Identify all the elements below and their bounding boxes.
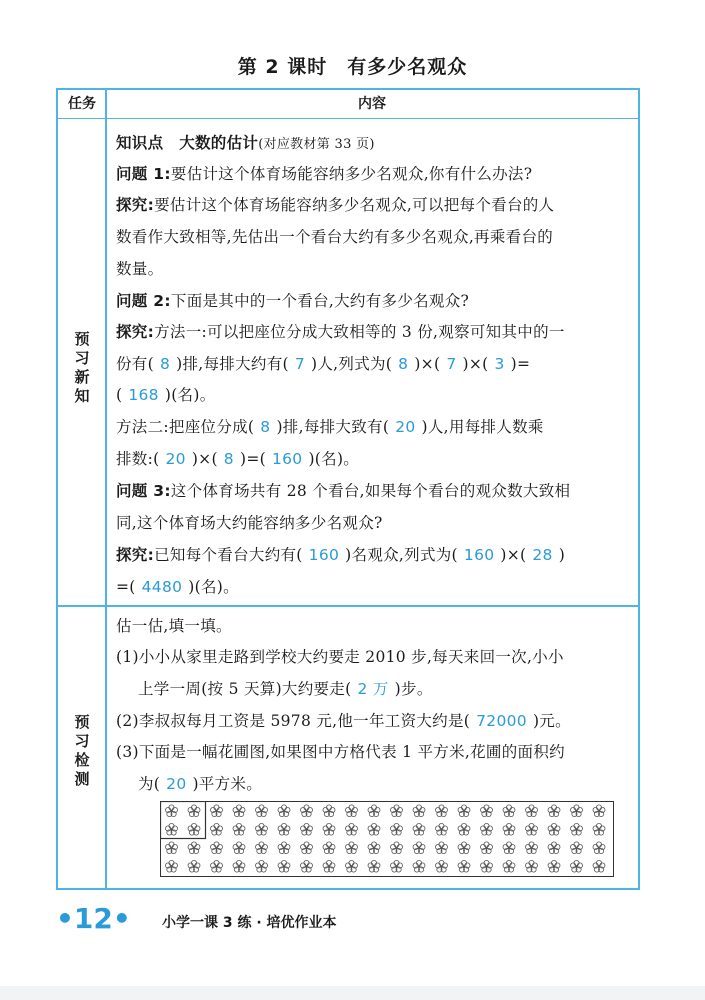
text: =( (116, 578, 136, 596)
method-1-line-1 (116, 320, 565, 342)
answer: 160 (271, 450, 303, 468)
text: 已知每个看台大约有( (154, 546, 303, 564)
explore-1-line-3: 数量。 (116, 260, 164, 278)
text: 为( (138, 775, 161, 793)
label-char: 检 (74, 751, 90, 769)
answer: 8 (260, 418, 271, 436)
label-char: 测 (74, 770, 90, 788)
answer: 8 (398, 355, 409, 373)
text: )= (510, 355, 531, 373)
explore-3-line-1 (116, 543, 565, 565)
text: )×( (191, 450, 218, 468)
text: )名观众,列式为( (345, 546, 458, 564)
check-intro: 估一估,填一填。 (116, 617, 232, 635)
table-header (58, 90, 638, 119)
answer: 160 (308, 546, 340, 564)
text: )×( (462, 355, 489, 373)
method-2-line-1 (116, 415, 544, 437)
question-3-line-1 (116, 479, 570, 501)
method-2-line-2 (116, 447, 359, 469)
text: )=( (239, 450, 266, 468)
m1-text: 方法一:可以把座位分成大致相等的 3 份,观察可知其中的一 (154, 323, 565, 341)
section-label-check (58, 713, 106, 789)
text: 上学一周(按 5 天算)大约要走( (138, 680, 352, 698)
item-3-line-1: (3)下面是一幅花圃图,如果图中方格代表 1 平方米,花圃的面积约 (116, 743, 565, 761)
question-1 (116, 162, 532, 184)
text: )(名)。 (188, 578, 239, 596)
text: )元。 (532, 712, 571, 730)
text: )×( (500, 546, 527, 564)
answer: 72000 (476, 712, 527, 730)
text: )(名)。 (164, 386, 216, 404)
answer: 168 (128, 386, 159, 404)
answer: 7 (446, 355, 457, 373)
book-title: 小学一课 3 练 · 培优作业本 (162, 915, 337, 931)
flower-garden-grid (160, 801, 614, 877)
method-1-line-3 (116, 383, 216, 405)
item-1-line-1: (1)小小从家里走路到学校大约要走 2010 步,每天来回一次,小小 (116, 648, 564, 666)
text: 排数:( (116, 450, 160, 468)
text: )人,列式为( (311, 355, 393, 373)
kp-ref: (对应教材第 33 页) (258, 137, 375, 152)
question-2 (116, 289, 469, 311)
text: )排,每排大致有( (276, 418, 390, 436)
label-char: 习 (74, 732, 90, 750)
answer: 8 (223, 450, 234, 468)
text: 份有( (116, 355, 154, 373)
q2-label: 问题 2: (116, 292, 171, 310)
label-char: 预 (74, 330, 90, 348)
e1-label: 探究: (116, 196, 155, 214)
item-2 (116, 709, 571, 731)
e3-label: 探究: (116, 546, 155, 564)
answer: 3 (494, 355, 505, 373)
explore-1-line-2: 数看作大致相等,先估出一个看台大约有多少名观众,再乘看台的 (116, 228, 554, 246)
label-char: 习 (74, 349, 90, 367)
q3-label: 问题 3: (116, 482, 171, 500)
answer: 20 (165, 450, 186, 468)
section-divider (58, 605, 638, 607)
item-3-line-2 (138, 772, 262, 794)
text: )排,每排大约有( (176, 355, 289, 373)
page-number: •12• (56, 902, 131, 935)
explore-3-line-2 (116, 575, 239, 597)
label-char: 新 (74, 368, 90, 386)
kp-label: 知识点 大数的估计 (116, 134, 259, 152)
answer: 7 (294, 355, 306, 373)
text: ( (116, 386, 123, 404)
answer: 20 (395, 418, 416, 436)
method-1-line-2 (116, 352, 530, 374)
answer: 8 (159, 355, 171, 373)
text: )平方米。 (192, 775, 263, 793)
q3-text: 这个体育场共有 28 个看台,如果每个看台的观众数大致相 (170, 482, 571, 500)
text: )×( (414, 355, 441, 373)
q2-text: 下面是其中的一个看台,大约有多少名观众? (170, 292, 470, 310)
answer: 20 (166, 775, 187, 793)
text: 方法二:把座位分成( (116, 418, 255, 436)
text: )(名)。 (308, 450, 360, 468)
answer: 4480 (141, 578, 183, 596)
e2-label: 探究: (116, 323, 155, 341)
item-1-line-2 (138, 677, 433, 699)
page-title: 第 2 课时 有多少名观众 (237, 56, 468, 78)
label-char: 知 (74, 387, 90, 405)
explore-1-line-1 (116, 193, 554, 215)
q1-label: 问题 1: (116, 165, 171, 183)
answer: 160 (463, 546, 495, 564)
e1-text: 要估计这个体育场能容纳多少名观众,可以把每个看台的人 (154, 196, 555, 214)
text: )步。 (394, 680, 433, 698)
bottom-bar (0, 986, 705, 1000)
answer: 28 (532, 546, 553, 564)
text: ) (558, 546, 566, 564)
header-content: 内容 (358, 96, 386, 112)
header-task: 任务 (68, 96, 96, 112)
text: )人,用每排人数乘 (421, 418, 544, 436)
answer: 2 万 (357, 680, 389, 698)
text: (2)李叔叔每月工资是 5978 元,他一年工资大约是( (116, 712, 471, 730)
section-label-preview (58, 330, 106, 406)
question-3-line-2: 同,这个体育场大约能容纳多少名观众? (116, 514, 383, 532)
knowledge-point (116, 131, 375, 153)
label-char: 预 (74, 713, 90, 731)
q1-text: 要估计这个体育场能容纳多少名观众,你有什么办法? (170, 165, 533, 183)
